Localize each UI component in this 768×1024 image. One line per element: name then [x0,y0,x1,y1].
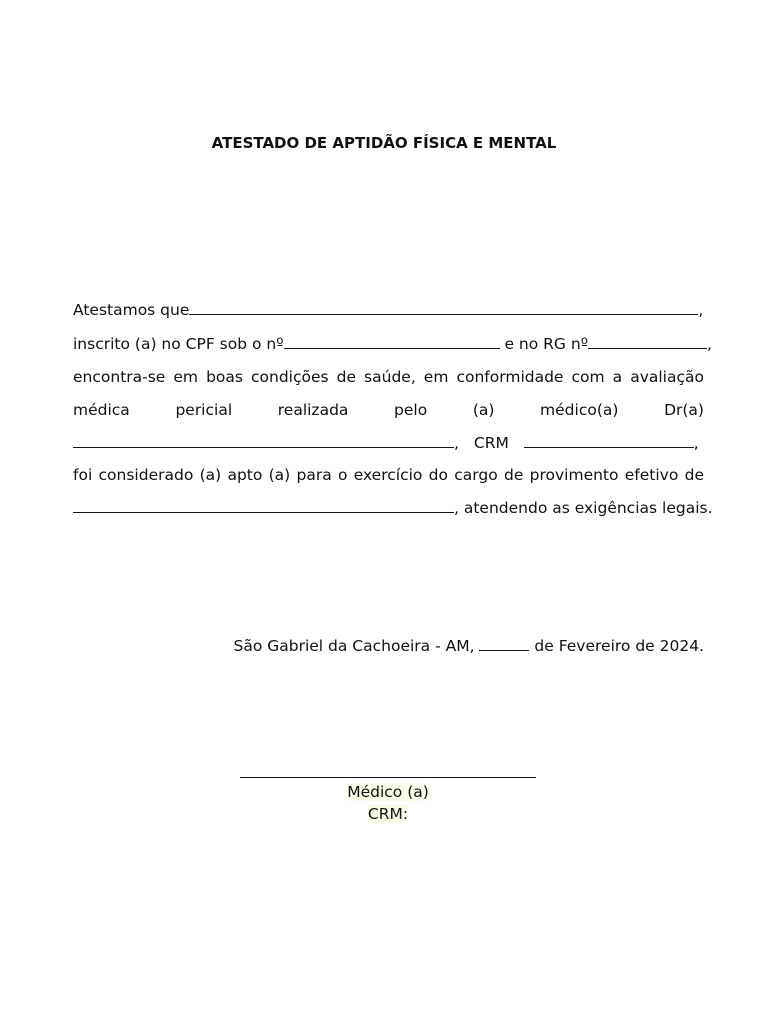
rg-label: e no RG nº [504,335,589,353]
line2-comma: , [707,335,712,353]
rg-blank [588,333,707,349]
date-text: de Fevereiro de 2024. [534,637,704,655]
day-blank [479,635,529,651]
cpf-blank [284,333,500,349]
line5-end-comma: , [693,434,699,452]
signature-crm: CRM: [367,805,409,823]
body-line-legal [73,497,713,519]
signature-crm-row [240,803,536,825]
name-blank [189,299,698,315]
body-line-position: foi considerado (a) apto (a) para o exercício do cargo de provimento efetivo de [73,466,704,484]
word-pericial: pericial [175,401,233,419]
atestamos-label: Atestamos que [73,301,190,319]
place-date-line [73,635,704,657]
crm-blank [524,432,694,448]
signature-line [240,777,536,778]
crm-label: CRM [473,434,509,452]
word-realizada: realizada [277,401,349,419]
body-line-name [73,299,704,321]
doctor-name-blank [73,432,454,448]
word-a: (a) [472,401,495,419]
body-line-doctor [73,399,704,421]
word-medica: médica [73,401,130,419]
legal-tail: , atendendo as exigências legais. [454,499,713,517]
cpf-label: inscrito (a) no CPF sob o nº [73,335,284,353]
line5-comma: , [454,434,459,452]
signature-role: Médico (a) [347,783,429,801]
body-line-cpf-rg [73,333,712,355]
city-text: São Gabriel da Cachoeira - AM, [233,637,475,655]
word-pelo: pelo [394,401,428,419]
signature-role-row [240,781,536,803]
line1-comma: , [698,301,704,319]
body-line-conditions: encontra-se em boas condições de saúde, em conformidade com a avaliação [73,368,704,386]
word-dra: Dr(a) [664,401,704,419]
body-line-doctor-crm [73,432,704,454]
word-medico: médico(a) [540,401,619,419]
document-title: ATESTADO DE APTIDÃO FÍSICA E MENTAL [211,134,557,152]
position-blank [73,497,454,513]
